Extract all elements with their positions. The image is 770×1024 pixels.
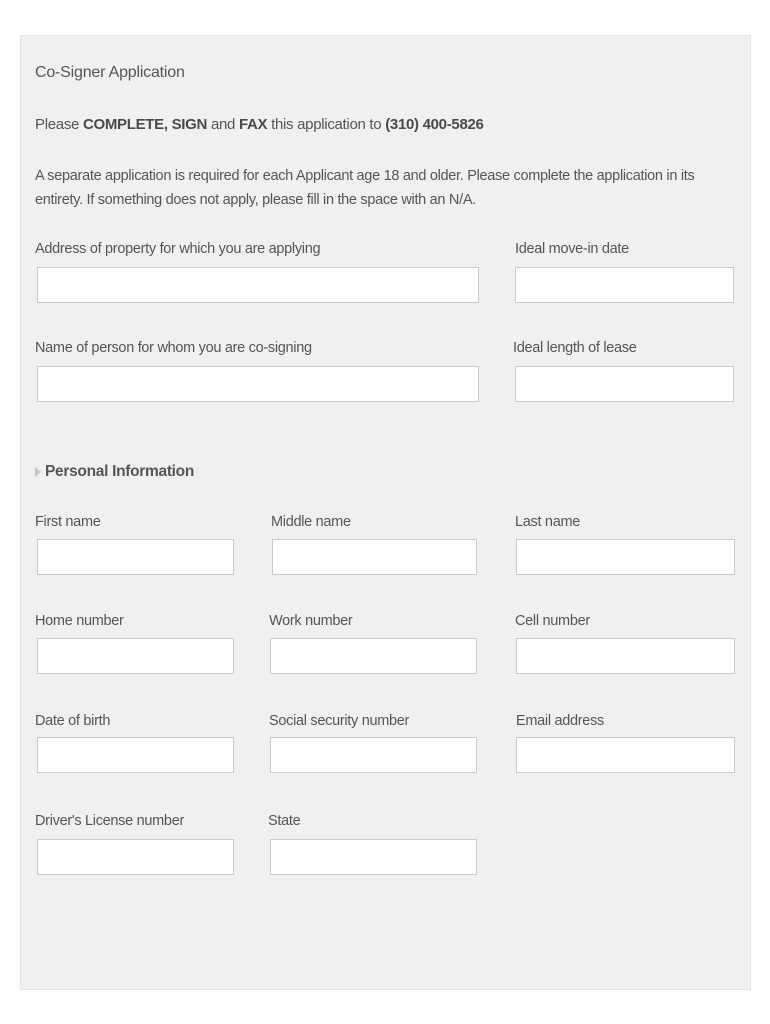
cell-number-label: Cell number	[515, 613, 590, 629]
last-name-label: Last name	[515, 514, 581, 530]
instruction-and: and	[207, 116, 239, 133]
instruction-phone: (310) 400-5826	[385, 116, 484, 133]
ssn-label: Social security number	[269, 713, 410, 729]
work-number-label: Work number	[269, 613, 353, 629]
instruction-fax: FAX	[238, 116, 268, 133]
form-card	[20, 35, 751, 990]
email-address-label: Email address	[516, 713, 604, 729]
move-in-date-label: Ideal move-in date	[515, 241, 629, 257]
form-instruction	[35, 116, 484, 133]
property-address-input[interactable]	[37, 267, 479, 303]
instruction-prefix: Please	[35, 116, 83, 133]
form-title: Co-Signer Application	[35, 64, 185, 81]
move-in-date-input[interactable]	[515, 267, 734, 303]
lease-length-input[interactable]	[515, 366, 734, 402]
last-name-input[interactable]	[516, 539, 735, 575]
cell-number-input[interactable]	[516, 638, 735, 674]
first-name-input[interactable]	[37, 539, 234, 575]
middle-name-input[interactable]	[272, 539, 477, 575]
caret-right-icon	[35, 467, 41, 477]
personal-information-title: Personal Information	[45, 463, 195, 480]
state-label: State	[268, 813, 301, 829]
form-description: A separate application is required for each Applicant age 18 and older. Please complete the application in its entirety. If something does not apply, please fill in the space with an N/A.	[35, 168, 695, 208]
home-number-label: Home number	[35, 613, 124, 629]
instruction-complete-sign: COMPLETE, SIGN	[82, 116, 208, 133]
personal-information-header[interactable]	[35, 463, 194, 481]
state-input[interactable]	[270, 839, 477, 875]
work-number-input[interactable]	[270, 638, 477, 674]
instruction-middle: this application to	[267, 116, 386, 133]
drivers-license-input[interactable]	[37, 839, 234, 875]
email-address-input[interactable]	[516, 737, 735, 773]
cosigning-for-label: Name of person for whom you are co-signing	[35, 340, 312, 356]
middle-name-label: Middle name	[271, 514, 351, 530]
home-number-input[interactable]	[37, 638, 234, 674]
drivers-license-label: Driver's License number	[35, 813, 184, 829]
date-of-birth-label: Date of birth	[35, 713, 111, 729]
cosigning-for-input[interactable]	[37, 366, 479, 402]
first-name-label: First name	[35, 514, 101, 530]
lease-length-label: Ideal length of lease	[513, 340, 637, 356]
ssn-input[interactable]	[270, 737, 477, 773]
property-address-label: Address of property for which you are applying	[35, 241, 321, 257]
date-of-birth-input[interactable]	[37, 737, 234, 773]
